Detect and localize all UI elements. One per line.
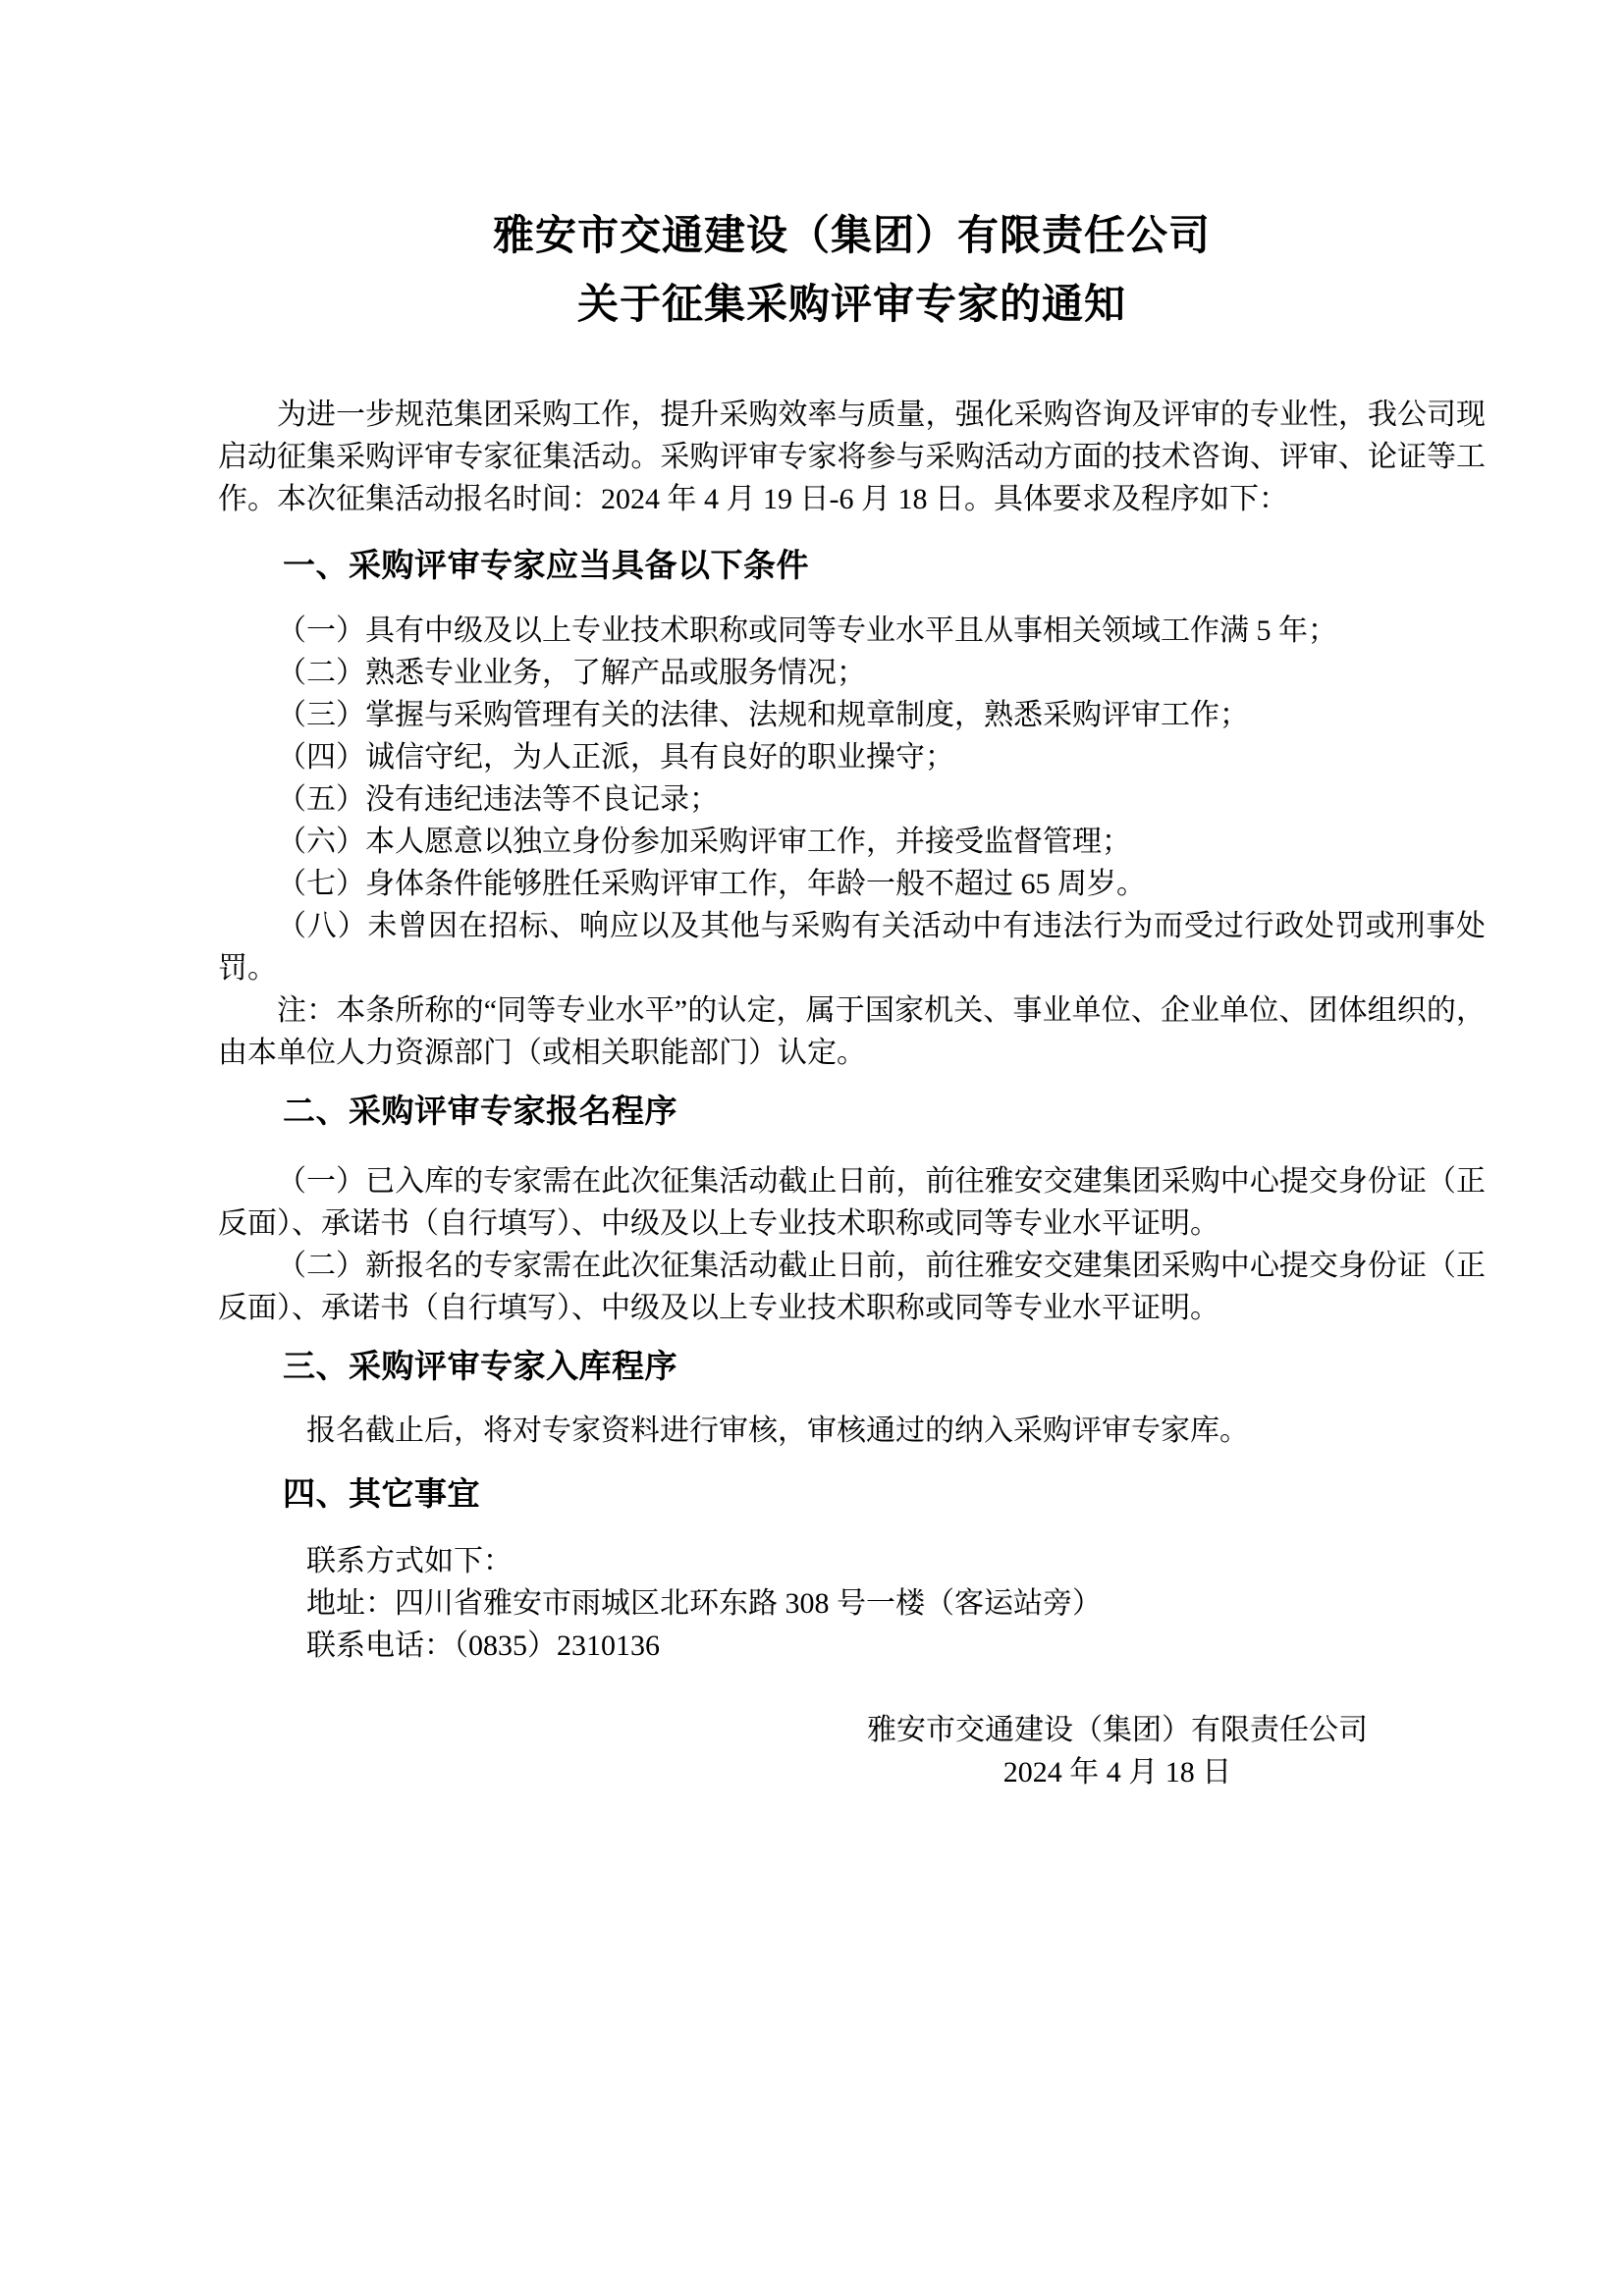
condition-item-2: （二）熟悉专业业务，了解产品或服务情况； (277, 657, 866, 689)
condition-item-3: （三）掌握与采购管理有关的法律、法规和规章制度，熟悉采购评审工作； (277, 699, 1249, 731)
condition-item-6: （六）本人愿意以独立身份参加采购评审工作，并接受监督管理； (277, 826, 1131, 858)
signature-company: 雅安市交通建设（集团）有限责任公司 (867, 1714, 1368, 1746)
section-3-heading: 三、采购评审专家入库程序 (283, 1348, 677, 1384)
condition-item-5: （五）没有违纪违法等不良记录； (277, 783, 719, 816)
condition-item-4: （四）诚信守纪，为人正派，具有良好的职业操守； (277, 741, 954, 774)
signup-item-2: （二）新报名的专家需在此次征集活动截止日前，前往雅安交建集团采购中心提交身份证（正反面）、承诺书（自行填写）、中级及以上专业技术职称或同等专业水平证明。 (218, 1250, 1486, 1324)
section-1-note: 注：本条所称的“同等专业水平”的认定，属于国家机关、事业单位、企业单位、团体组织的，由本单位人力资源部门（或相关职能部门）认定。 (218, 994, 1486, 1069)
condition-item-1: （一）具有中级及以上专业技术职称或同等专业水平且从事相关领域工作满 5 年； (277, 614, 1337, 647)
contact-address-line: 地址：四川省雅安市雨城区北环东路 308 号一楼（客运站旁） (306, 1587, 1102, 1620)
section-1-heading: 一、采购评审专家应当具备以下条件 (283, 547, 809, 583)
signature-date: 2024 年 4 月 18 日 (1002, 1756, 1232, 1789)
contact-phone-line: 联系电话：（0835）2310136 (306, 1629, 660, 1662)
condition-item-8: （八）未曾因在招标、响应以及其他与采购有关活动中有违法行为而受过行政处罚或刑事处罚。 (218, 910, 1486, 985)
intro-paragraph: 为进一步规范集团采购工作，提升采购效率与质量，强化采购咨询及评审的专业性，我公司现启动征集采购评审专家征集活动。采购评审专家将参与采购活动方面的技术咨询、评审、论证等工作。本次征集活动报名时间：2024 年 4 月 19 日-6 月 18 日。具体要求及程序如下： (218, 399, 1486, 515)
signup-item-1: （一）已入库的专家需在此次征集活动截止日前，前往雅安交建集团采购中心提交身份证（正反面）、承诺书（自行填写）、中级及以上专业技术职称或同等专业水平证明。 (218, 1165, 1486, 1240)
contact-intro-line: 联系方式如下： (306, 1545, 513, 1577)
review-paragraph: 报名截止后，将对专家资料进行审核，审核通过的纳入采购评审专家库。 (306, 1415, 1249, 1447)
section-2-heading: 二、采购评审专家报名程序 (283, 1093, 677, 1129)
doc-title-line2: 关于征集采购评审专家的通知 (576, 281, 1126, 327)
condition-item-7: （七）身体条件能够胜任采购评审工作，年龄一般不超过 65 周岁。 (277, 868, 1146, 900)
doc-title-line1: 雅安市交通建设（集团）有限责任公司 (492, 212, 1211, 258)
signature-block (867, 1709, 1368, 1793)
section-4-heading: 四、其它事宜 (283, 1475, 480, 1512)
